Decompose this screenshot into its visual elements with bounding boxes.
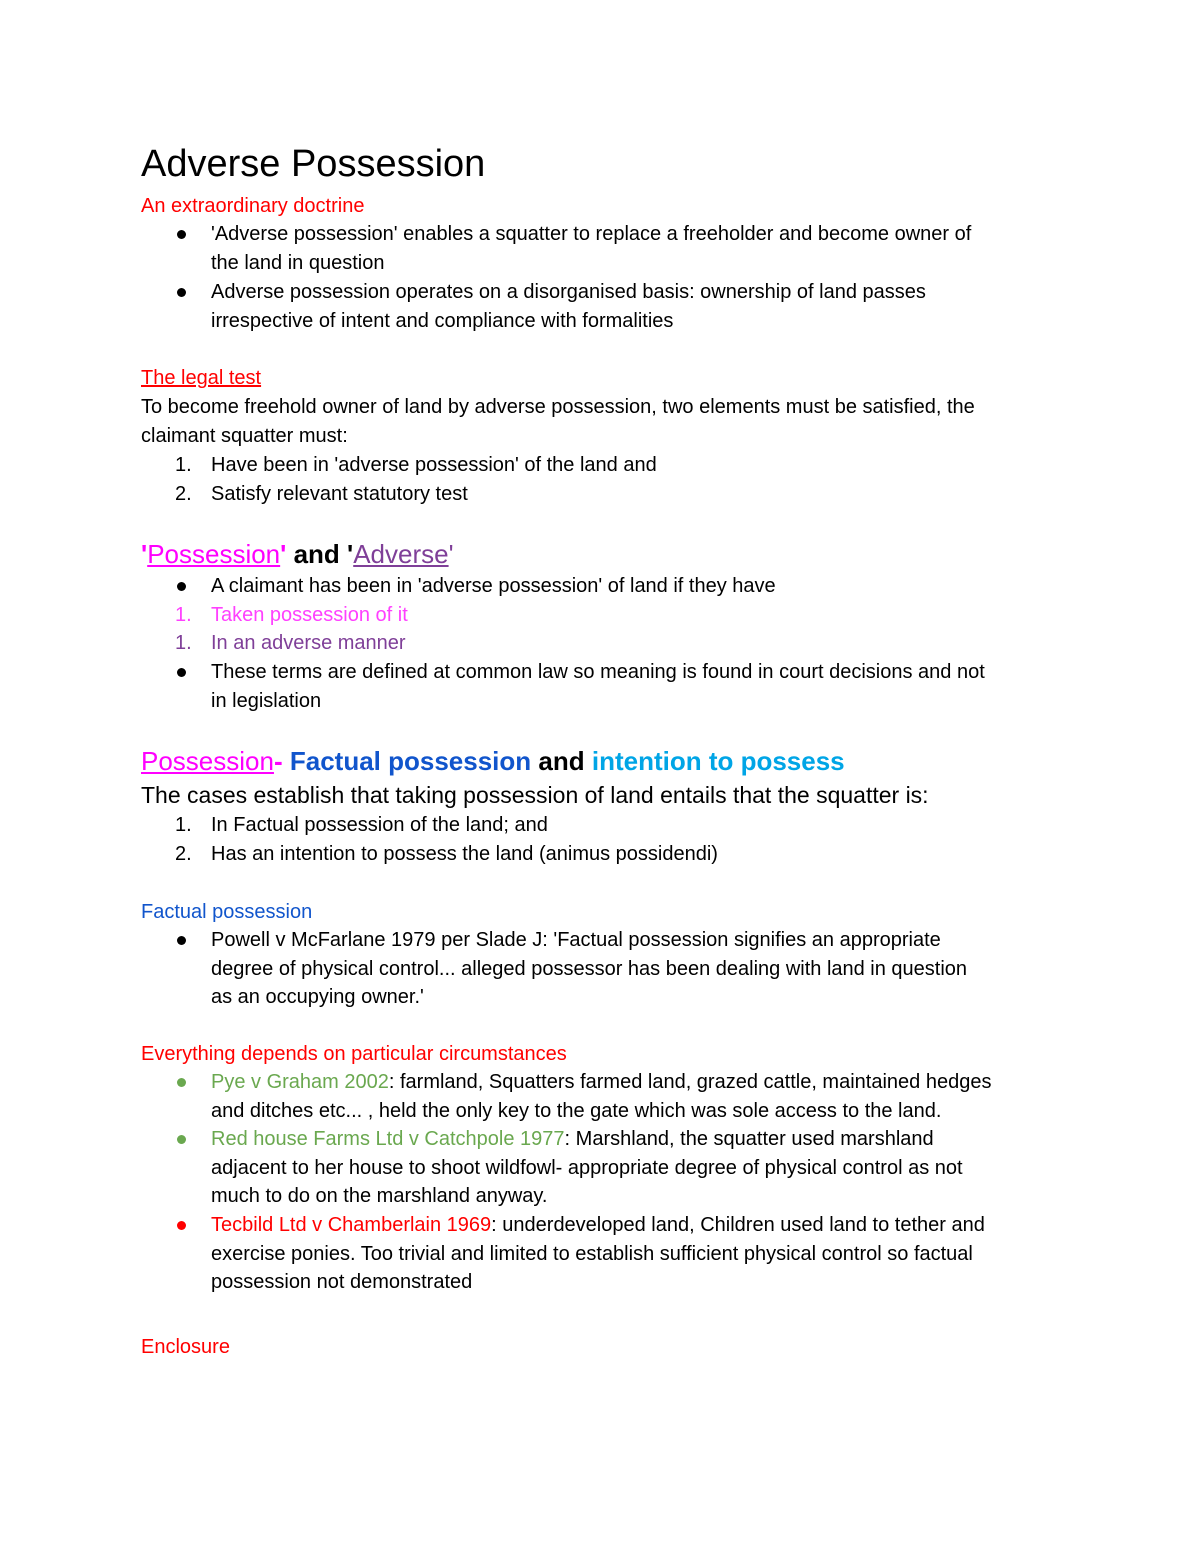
list-item: Red house Farms Ltd v Catchpole 1977: Marshland, the squatter used marshland adjacent to her house to shoot wildfowl- appropriate degree of physical control as not much to do on the marshland anyway. xyxy=(211,1125,1061,1211)
case-name: Pye v Graham 2002 xyxy=(211,1071,389,1093)
heading-factual-possession: Factual possession xyxy=(141,901,313,923)
heading-everything-depends: Everything depends on particular circumstances xyxy=(141,1043,567,1065)
list-item: These terms are defined at common law so meaning is found in court decisions and not in legislation xyxy=(211,658,1061,715)
bullet-icon xyxy=(177,582,186,591)
bullet-icon xyxy=(177,936,186,945)
list-item: Pye v Graham 2002: farmland, Squatters farmed land, grazed cattle, maintained hedges and ditches etc... , held the only key to the gate which was sole access to the land. xyxy=(211,1068,1061,1125)
bullet-icon xyxy=(177,230,186,239)
bullet-icon xyxy=(177,288,186,297)
list-item: 1. In an adverse manner xyxy=(175,632,406,654)
list-item: A claimant has been in 'adverse possession' of land if they have xyxy=(211,572,1061,601)
list-item: Powell v McFarlane 1979 per Slade J: 'Factual possession signifies an appropriate degree of physical control... alleged possessor has been dealing with land in question as an occupying owner.' xyxy=(211,926,1061,1012)
list-item: 1. Have been in 'adverse possession' of the land and xyxy=(175,454,657,476)
bullet-icon xyxy=(177,1221,186,1230)
list-item: 'Adverse possession' enables a squatter to replace a freeholder and become owner of the land in question xyxy=(211,220,1061,277)
list-item: 2. Has an intention to possess the land (animus possidendi) xyxy=(175,843,718,865)
list-item: Tecbild Ltd v Chamberlain 1969: underdeveloped land, Children used land to tether and exercise ponies. Too trivial and limited to establish sufficient physical control so factual possession not demonstrated xyxy=(211,1211,1061,1297)
bullet-icon xyxy=(177,1078,186,1087)
paragraph-cases-establish: The cases establish that taking possession of land entails that the squatter is: xyxy=(141,782,929,808)
list-item: 1. In Factual possession of the land; and xyxy=(175,814,548,836)
list-item: 2. Satisfy relevant statutory test xyxy=(175,483,468,505)
list-item: 1. Taken possession of it xyxy=(175,604,408,626)
paragraph-legal-test: To become freehold owner of land by adverse possession, two elements must be satisfied, the claimant squatter must: xyxy=(141,396,975,447)
page-title: Adverse Possession xyxy=(141,143,486,185)
case-name: Red house Farms Ltd v Catchpole 1977 xyxy=(211,1128,565,1150)
list-item: Adverse possession operates on a disorganised basis: ownership of land passes irrespective of intent and compliance with formalities xyxy=(211,278,1061,335)
heading-enclosure: Enclosure xyxy=(141,1336,230,1358)
heading-extraordinary-doctrine: An extraordinary doctrine xyxy=(141,195,365,217)
heading-factual-intention: Possession- Factual possession and intention to possess xyxy=(141,746,845,776)
case-name: Tecbild Ltd v Chamberlain 1969 xyxy=(211,1214,492,1236)
bullet-icon xyxy=(177,1135,186,1144)
bullet-icon xyxy=(177,668,186,677)
heading-legal-test: The legal test xyxy=(141,367,262,389)
heading-possession-adverse: 'Possession' and 'Adverse' xyxy=(141,539,454,569)
